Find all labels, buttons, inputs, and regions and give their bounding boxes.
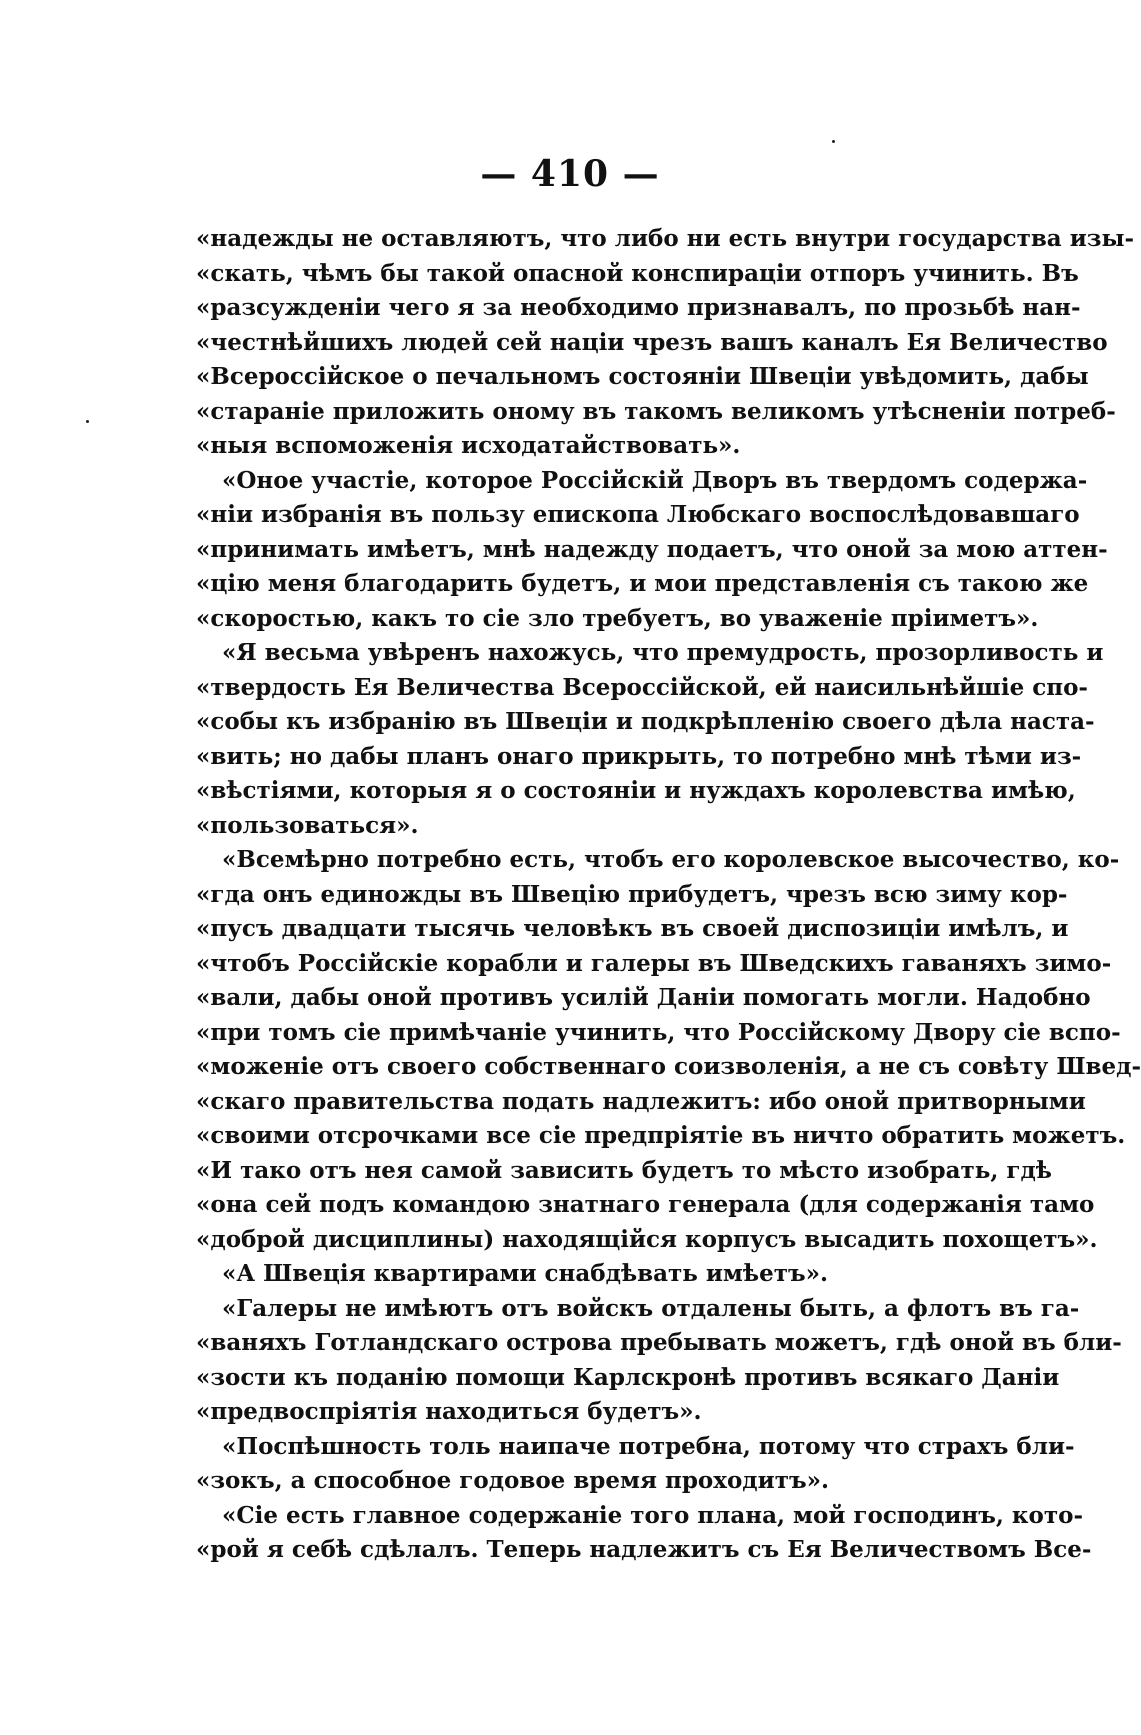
text-line: «Всероссійское о печальномъ состояніи Швеціи увѣдомить, дабы bbox=[196, 363, 1089, 390]
text-line: «гда онъ единожды въ Швецію прибудетъ, чрезъ всю зиму кор- bbox=[196, 880, 1068, 908]
print-speck bbox=[86, 420, 89, 423]
text-line: «зокъ, а способное годовое время проходитъ». bbox=[196, 1467, 829, 1494]
text-line: «моженіе отъ своего собственнаго соизволенія, а не съ совѣту Швед- bbox=[196, 1053, 1141, 1080]
text-line: «принимать имѣетъ, мнѣ надежду подаетъ, что оной за мою аттен- bbox=[196, 535, 1108, 563]
text-line: «рой я себѣ сдѣлалъ. Теперь надлежитъ съ Ея Величествомъ Все- bbox=[196, 1536, 1092, 1563]
text-line: «стараніе приложить оному въ такомъ великомъ утѣсненіи потреб- bbox=[196, 397, 1116, 425]
text-line: «Сіе есть главное содержаніе того плана, мой господинъ, кото- bbox=[222, 1501, 1084, 1529]
text-line: «Поспѣшность толь наипаче потребна, потому что страхъ бли- bbox=[222, 1432, 1075, 1460]
text-line: «И тако отъ нея самой зависить будетъ то мѣсто изобрать, гдѣ bbox=[196, 1156, 1052, 1184]
text-line: «цію меня благодарить будетъ, и мои представленія съ такою же bbox=[196, 570, 1089, 597]
text-line: «зости къ поданію помощи Карлскронѣ противъ всякаго Даніи bbox=[196, 1363, 1060, 1391]
text-line: «честнѣйшихъ людей сей націи чрезъ вашъ каналъ Ея Величество bbox=[196, 328, 1108, 356]
text-line: «надежды не оставляютъ, что либо ни есть внутри государства изы- bbox=[196, 225, 1135, 252]
text-line: «Оное участіе, которое Россійскій Дворъ въ твердомъ содержа- bbox=[222, 466, 1088, 494]
text-line: «Я весьма увѣренъ нахожусь, что премудрость, прозорливость и bbox=[222, 639, 1104, 666]
text-line: «скоростью, какъ то сіе зло требуетъ, во уваженіе пріиметъ». bbox=[196, 604, 1039, 632]
text-line: «вѣстіями, которыя я о состояніи и нуждахъ королевства имѣю, bbox=[196, 777, 1076, 804]
text-line: «разсужденіи чего я за необходимо признавалъ, по прозьбѣ нан- bbox=[196, 294, 1081, 321]
text-line: «вить; но дабы планъ онаго прикрыть, то потребно мнѣ тѣми из- bbox=[196, 742, 1082, 770]
text-line: «ныя вспоможенія исходатайствовать». bbox=[196, 432, 741, 459]
text-line: «она сей подъ командою знатнаго генерала (для содержанія тамо bbox=[196, 1191, 1095, 1218]
text-line: «Всемѣрно потребно есть, чтобъ его королевское высочество, ко- bbox=[222, 846, 1120, 873]
text-line: «вали, дабы оной противъ усилій Даніи помогать могли. Надобно bbox=[196, 984, 1091, 1011]
print-speck bbox=[832, 140, 835, 143]
text-line: «скаго правительства подать надлежитъ: ибо оной притворными bbox=[196, 1087, 1086, 1115]
text-line: «предвоспріятія находиться будетъ». bbox=[196, 1398, 702, 1425]
text-line: «ніи избранія въ пользу епископа Любскаго воспослѣдовавшаго bbox=[196, 501, 1080, 528]
text-line: «при томъ сіе примѣчаніе учинить, что Россійскому Двору сіе вспо- bbox=[196, 1018, 1121, 1046]
page-number: — 410 — bbox=[480, 153, 660, 195]
text-line: «скать, чѣмъ бы такой опасной конспираціи отпоръ учинить. Въ bbox=[196, 259, 1079, 287]
text-line: «пусъ двадцати тысячь человѣкъ въ своей диспозиціи имѣлъ, и bbox=[196, 915, 1069, 942]
text-line: «твердость Ея Величества Всероссійской, ей наисильнѣйшіе спо- bbox=[196, 673, 1088, 701]
text-line: «собы къ избранію въ Швеціи и подкрѣпленію своего дѣла наста- bbox=[196, 708, 1095, 735]
text-line: «чтобъ Россійскіе корабли и галеры въ Шведскихъ гаваняхъ зимо- bbox=[196, 949, 1112, 977]
text-line: «пользоваться». bbox=[196, 811, 419, 839]
text-line: «Галеры не имѣютъ отъ войскъ отдалены быть, а флотъ въ га- bbox=[222, 1294, 1080, 1322]
text-line: «доброй дисциплины) находящійся корпусъ высадить похощетъ». bbox=[196, 1225, 1098, 1253]
text-line: «А Швеція квартирами снабдѣвать имѣетъ». bbox=[222, 1260, 828, 1287]
text-line: «ваняхъ Готландскаго острова пребывать можетъ, гдѣ оной въ бли- bbox=[196, 1329, 1122, 1356]
text-line: «своими отсрочками все сіе предпріятіе въ ничто обратить можетъ. bbox=[196, 1122, 1126, 1149]
body-text bbox=[196, 222, 1141, 1568]
